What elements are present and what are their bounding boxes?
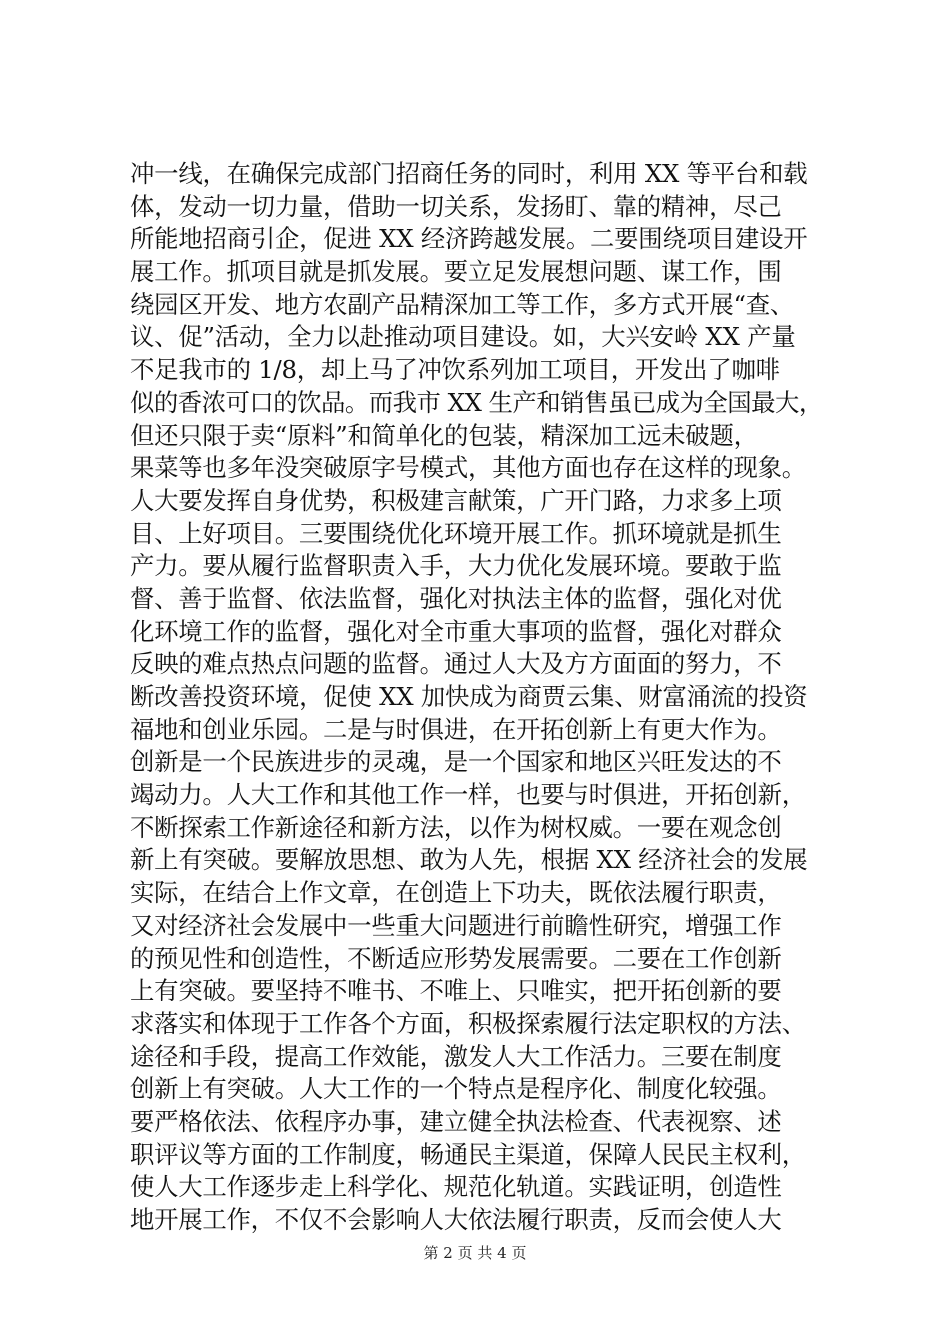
text-line: 所能地招商引企，促进 XX 经济跨越发展。二要围绕项目建设开 bbox=[130, 224, 808, 254]
text-line: 议、促”活动，全力以赴推动项目建设。如，大兴安岭 XX 产量 bbox=[130, 322, 796, 352]
text-line: 求落实和体现于工作各个方面，积极探索履行法定职权的方法、 bbox=[130, 1008, 806, 1038]
text-line: 化环境工作的监督，强化对全市重大事项的监督，强化对群众 bbox=[130, 616, 782, 646]
text-line: 果菜等也多年没突破原字号模式，其他方面也存在这样的现象。 bbox=[130, 453, 806, 483]
text-line: 展工作。抓项目就是抓发展。要立足发展想问题、谋工作，围 bbox=[130, 257, 782, 287]
text-line: 目、上好项目。三要围绕优化环境开展工作。抓环境就是抓生 bbox=[130, 518, 782, 548]
text-line: 断改善投资环境，促使 XX 加快成为商贾云集、财富涌流的投资 bbox=[130, 682, 808, 711]
text-line: 冲一线，在确保完成部门招商任务的同时，利用 XX 等平台和载 bbox=[130, 159, 808, 188]
text-line: 似的香浓可口的饮品。而我市 XX 生产和销售虽已成为全国最大， bbox=[130, 387, 823, 417]
text-line: 创新上有突破。人大工作的一个特点是程序化、制度化较强。 bbox=[130, 1074, 782, 1104]
text-line: 不断探索工作新途径和新方法，以作为树权威。一要在观念创 bbox=[130, 812, 782, 842]
text-line: 督、善于监督、依法监督，强化对执法主体的监督，强化对优 bbox=[130, 583, 782, 613]
text-line: 但还只限于卖“原料”和简单化的包装，精深加工远未破题， bbox=[130, 420, 758, 450]
text-line: 又对经济社会发展中一些重大问题进行前瞻性研究，增强工作 bbox=[130, 910, 782, 940]
text-line: 上有突破。要坚持不唯书、不唯上、只唯实，把开拓创新的要 bbox=[130, 976, 782, 1006]
text-line: 的预见性和创造性，不断适应形势发展需要。二要在工作创新 bbox=[130, 943, 782, 973]
text-line: 新上有突破。要解放思想、敢为人先，根据 XX 经济社会的发展 bbox=[130, 845, 808, 875]
page-footer: 第 2 页 共 4 页 bbox=[423, 1244, 527, 1262]
text-line: 人大要发挥自身优势，积极建言献策，广开门路，力求多上项 bbox=[130, 485, 782, 515]
text-line: 不足我市的 1/8，却上马了冲饮系列加工项目，开发出了咖啡 bbox=[130, 355, 780, 385]
text-line: 地开展工作，不仅不会影响人大依法履行职责，反而会使人大 bbox=[130, 1205, 782, 1234]
text-line: 使人大工作逐步走上科学化、规范化轨道。实践证明，创造性 bbox=[130, 1172, 782, 1202]
text-line: 福地和创业乐园。二是与时俱进，在开拓创新上有更大作为。 bbox=[130, 714, 782, 744]
text-line: 竭动力。人大工作和其他工作一样，也要与时俱进，开拓创新， bbox=[130, 780, 806, 810]
text-line: 创新是一个民族进步的灵魂，是一个国家和地区兴旺发达的不 bbox=[130, 747, 782, 777]
text-line: 要严格依法、依程序办事，建立健全执法检查、代表视察、述 bbox=[130, 1106, 782, 1136]
body-text bbox=[130, 158, 830, 1237]
text-line: 实际，在结合上作文章，在创造上下功夫，既依法履行职责， bbox=[130, 878, 782, 908]
text-line: 体，发动一切力量，借助一切关系，发扬盯、靠的精神，尽己 bbox=[130, 191, 782, 221]
text-line: 绕园区开发、地方农副产品精深加工等工作，多方式开展“查、 bbox=[130, 289, 795, 319]
text-line: 途径和手段，提高工作效能，激发人大工作活力。三要在制度 bbox=[130, 1041, 782, 1071]
text-line: 产力。要从履行监督职责入手，大力优化发展环境。要敢于监 bbox=[130, 551, 782, 581]
text-line: 反映的难点热点问题的监督。通过人大及方方面面的努力，不 bbox=[130, 649, 782, 679]
text-line: 职评议等方面的工作制度，畅通民主渠道，保障人民民主权利， bbox=[130, 1139, 806, 1169]
